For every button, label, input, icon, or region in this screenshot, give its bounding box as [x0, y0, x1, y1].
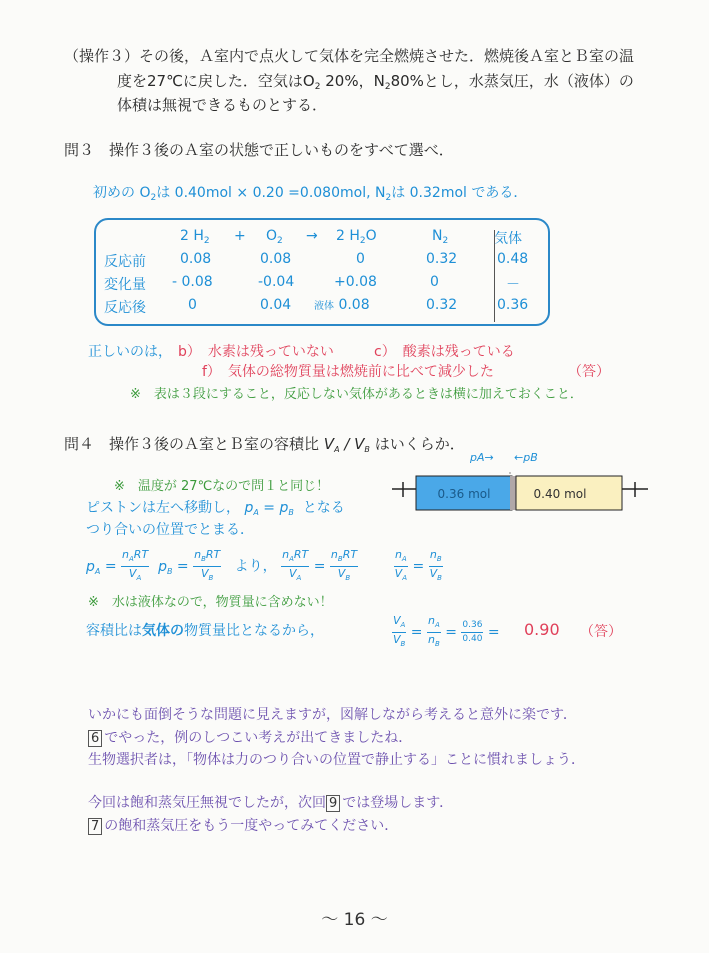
- hdr-n2: $N_2$: [432, 228, 449, 246]
- cell-h2o: 液体 0.08: [314, 297, 370, 313]
- hdr-plus: +: [234, 228, 246, 244]
- pb-arrow-label: ←pB: [514, 451, 538, 464]
- piston-diagram: [392, 470, 648, 516]
- q4-line-b: つり合いの位置でとまる．: [86, 522, 254, 538]
- cell-h2: 0: [188, 297, 197, 313]
- row-label: 反応後: [104, 300, 146, 316]
- row-label: 変化量: [104, 277, 146, 293]
- cell-gas: 0.36: [497, 297, 529, 313]
- piston: [510, 476, 516, 510]
- cell-n2: 0.32: [426, 297, 458, 313]
- cell-n2: 0.32: [426, 251, 458, 267]
- closing-line5: 7 の飽和蒸気圧をもう一度やってみてください．: [88, 815, 398, 835]
- op3-line3: 体積は無視できるものとする．: [117, 96, 328, 114]
- hdr-o2: $O_2$: [266, 228, 283, 246]
- chamber-b-label: 0.40 mol: [533, 487, 587, 501]
- answer-c: c） 酸素は残っている: [374, 344, 515, 360]
- op3-line2: 度を27℃に戻した．空気は$O_2$ 20%，$N_280\%$とし，水蒸気圧，水（液体）の: [117, 72, 634, 92]
- hdr-arrow: →: [306, 228, 318, 244]
- page-number: ～ 16 ～: [321, 910, 388, 930]
- table-note: ※ 表は３段にすること，反応しない気体があるときは横に加えておくこと．: [130, 387, 583, 402]
- q3-title: 問３ 操作３後のＡ室の状態で正しいものをすべて選べ．: [64, 141, 454, 159]
- answer-b: b） 水素は残っていない: [178, 344, 334, 360]
- ratio-equation: $\frac{V_A}{V_B}$ = $\frac{n_A}{n_B}$ = $\frac{0.36}{0.40}$ =: [393, 614, 500, 649]
- closing-line4: 今回は飽和蒸気圧無視でしたが，次回 9 では登場します．: [88, 795, 454, 811]
- cell-gas: 0.48: [497, 251, 529, 267]
- q4-note2: ※ 水は液体なので，物質量に含めない！: [88, 595, 333, 610]
- row-label: 反応前: [104, 254, 146, 270]
- closing-line1: いかにも面倒そうな問題に見えますが，図解しながら考えると意外に楽です．: [88, 707, 577, 723]
- cell-h2o: 0: [356, 251, 365, 267]
- cell-h2o: +0.08: [334, 274, 377, 290]
- ref-box-9: 9: [326, 795, 340, 812]
- answer-f: f） 気体の総物質量は燃焼前に比べて減少した: [202, 364, 494, 380]
- result-value: 0.90: [524, 620, 560, 639]
- closing-line2: 6 でやった，例のしつこい考えが出てきましたね．: [88, 727, 412, 747]
- result-tag: （答）: [580, 624, 622, 640]
- chamber-a-label: 0.36 mol: [437, 487, 491, 501]
- gas-law-equations: $p_A$ = $\frac{n_ART}{V_A}$ $p_B$ = $\frac{n_BRT}{V_B}$ より， $\frac{n_ART}{V_A}$ = $\frac{n_BRT}{V_B}$ $\frac{n_A}{V_A}$ = $\frac{n_B}{V_B}$: [86, 548, 442, 583]
- answer-tag: （答）: [568, 364, 610, 380]
- q4-title: 問４ 操作３後のＡ室とＢ室の容積比 $V_A / V_B$ はいくらか．: [64, 435, 465, 454]
- closing-line3: 生物選択者は，「物体は力のつり合いの位置で静止する」ことに慣れましょう．: [88, 752, 585, 768]
- hdr-2h2: 2 $H_2$: [180, 228, 210, 246]
- hdr-gas: 気体: [494, 231, 522, 247]
- cell-h2: - 0.08: [172, 274, 213, 290]
- cell-o2: -0.04: [258, 274, 295, 290]
- op3-line1: （操作３）その後，Ａ室内で点火して気体を完全燃焼させた．燃焼後Ａ室とＢ室の温: [64, 47, 635, 65]
- q4-note1: ※ 温度が 27℃なので問１と同じ！: [114, 479, 330, 494]
- cell-h2: 0.08: [180, 251, 212, 267]
- ref-box-6: 6: [88, 730, 102, 747]
- q3-initial: 初めの $O_2$は 0.40mol × 0.20 =0.080mol, $N_2$は 0.32mol である．: [93, 185, 528, 203]
- pa-arrow-label: pA→: [470, 451, 494, 464]
- cell-o2: 0.08: [260, 251, 292, 267]
- answer-intro: 正しいのは，: [88, 344, 172, 360]
- cell-gas: －: [506, 277, 520, 293]
- reaction-table: [94, 218, 550, 326]
- ref-box-7: 7: [88, 818, 102, 835]
- ratio-line: 容積比は気体の物質量比となるから，: [86, 623, 324, 639]
- q4-line-a: ピストンは左へ移動し， $p_A = p_B$ となる: [86, 500, 345, 517]
- cell-o2: 0.04: [260, 297, 292, 313]
- cell-n2: 0: [430, 274, 439, 290]
- hdr-2h2o: 2 $H_2O$: [336, 228, 377, 246]
